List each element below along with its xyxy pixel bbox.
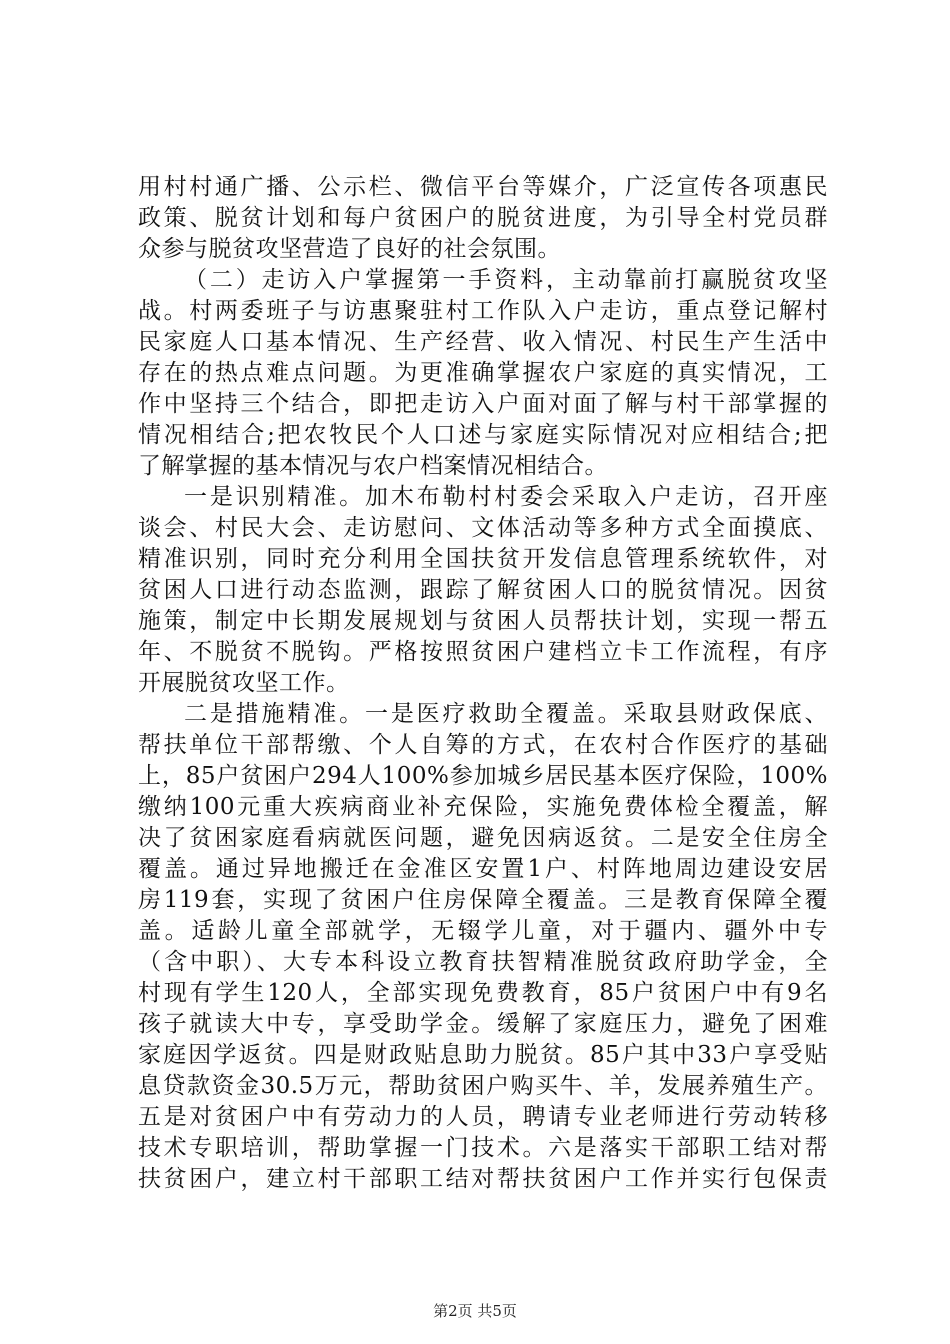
text-line: 息贷款资金30.5万元，帮助贫困户购买牛、羊，发展养殖生产。 bbox=[138, 1073, 828, 1099]
text-line: 用村村通广播、公示栏、微信平台等媒介，广泛宣传各项惠民 bbox=[138, 174, 828, 200]
paragraph-identification bbox=[138, 482, 828, 699]
text-line: 众参与脱贫攻坚营造了良好的社会氛围。 bbox=[138, 236, 561, 262]
text-line: 精准识别，同时充分利用全国扶贫开发信息管理系统软件，对 bbox=[138, 546, 828, 572]
text-line: 了解掌握的基本情况与农户档案情况相结合。 bbox=[138, 453, 608, 479]
text-line: 帮扶单位干部帮缴、个人自筹的方式，在农村合作医疗的基础 bbox=[138, 732, 828, 758]
paragraph-continued bbox=[138, 172, 828, 265]
text-line: 二是措施精准。一是医疗救助全覆盖。采取县财政保底、 bbox=[184, 701, 828, 727]
text-line: 情况相结合;把农牧民个人口述与家庭实际情况对应相结合;把 bbox=[138, 422, 828, 448]
text-line: （二）走访入户掌握第一手资料，主动靠前打赢脱贫攻坚 bbox=[184, 267, 828, 293]
text-line: 上，85户贫困户294人100%参加城乡居民基本医疗保险，100% bbox=[138, 763, 828, 789]
text-line: 盖。适龄儿童全部就学，无辍学儿童，对于疆内、疆外中专 bbox=[138, 918, 828, 944]
text-line: 孩子就读大中专，享受助学金。缓解了家庭压力，避免了困难 bbox=[138, 1011, 828, 1037]
text-line: 一是识别精准。加木布勒村村委会采取入户走访，召开座 bbox=[184, 484, 828, 510]
text-line: 覆盖。通过异地搬迁在金准区安置1户、村阵地周边建设安居 bbox=[138, 856, 828, 882]
text-line: 作中坚持三个结合，即把走访入户面对面了解与村干部掌握的 bbox=[138, 391, 828, 417]
text-line: 开展脱贫攻坚工作。 bbox=[138, 670, 350, 696]
text-line: 房119套，实现了贫困户住房保障全覆盖。三是教育保障全覆 bbox=[138, 887, 828, 913]
text-line: 战。村两委班子与访惠聚驻村工作队入户走访，重点登记解村 bbox=[138, 298, 828, 324]
text-line: 贫困人口进行动态监测，跟踪了解贫困人口的脱贫情况。因贫 bbox=[138, 577, 828, 603]
text-line: 扶贫困户，建立村干部职工结对帮扶贫困户工作并实行包保责 bbox=[138, 1166, 828, 1192]
page-footer: 第2页 共5页 bbox=[433, 1302, 517, 1320]
document-body bbox=[138, 172, 828, 1195]
text-line: 技术专职培训，帮助掌握一门技术。六是落实干部职工结对帮 bbox=[138, 1135, 828, 1161]
text-line: 政策、脱贫计划和每户贫困户的脱贫进度，为引导全村党员群 bbox=[138, 205, 828, 231]
text-line: 民家庭人口基本情况、生产经营、收入情况、村民生产生活中 bbox=[138, 329, 828, 355]
paragraph-measures bbox=[138, 699, 828, 1195]
text-line: 五是对贫困户中有劳动力的人员，聘请专业老师进行劳动转移 bbox=[138, 1104, 828, 1130]
text-line: 年、不脱贫不脱钩。严格按照贫困户建档立卡工作流程，有序 bbox=[138, 639, 828, 665]
text-line: 决了贫困家庭看病就医问题，避免因病返贫。二是安全住房全 bbox=[138, 825, 828, 851]
text-line: 缴纳100元重大疾病商业补充保险，实施免费体检全覆盖，解 bbox=[138, 794, 828, 820]
text-line: 家庭因学返贫。四是财政贴息助力脱贫。85户其中33户享受贴 bbox=[138, 1042, 828, 1068]
paragraph-visits bbox=[138, 265, 828, 482]
text-line: 谈会、村民大会、走访慰问、文体活动等多种方式全面摸底、 bbox=[138, 515, 828, 541]
text-line: 村现有学生120人，全部实现免费教育，85户贫困户中有9名 bbox=[138, 980, 828, 1006]
text-line: （含中职）、大专本科设立教育扶智精准脱贫政府助学金，全 bbox=[138, 949, 828, 975]
text-line: 存在的热点难点问题。为更准确掌握农户家庭的真实情况，工 bbox=[138, 360, 828, 386]
text-line: 施策，制定中长期发展规划与贫困人员帮扶计划，实现一帮五 bbox=[138, 608, 828, 634]
